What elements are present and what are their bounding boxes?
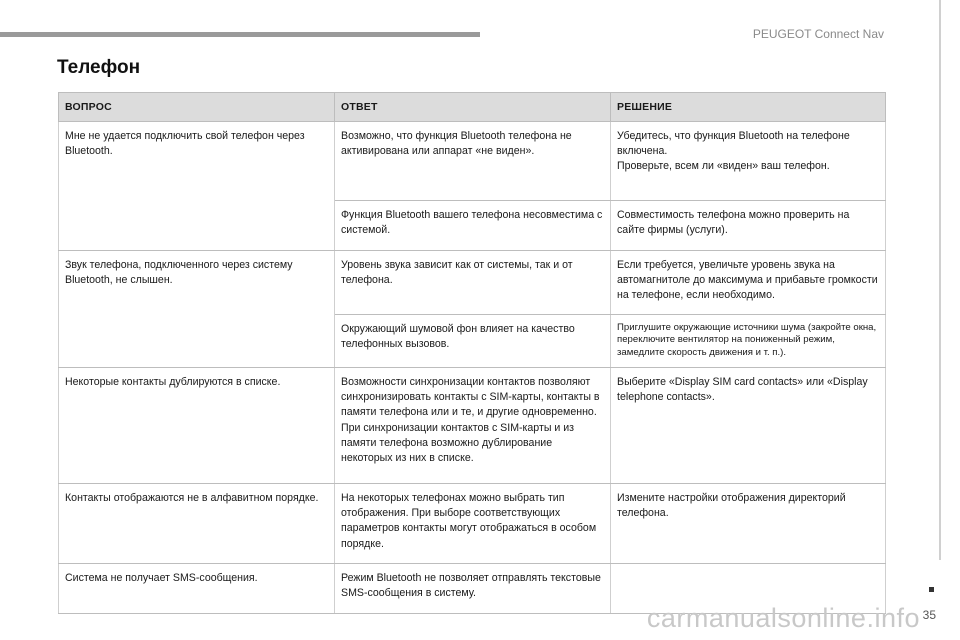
question-cell: Система не получает SMS-сообщения. bbox=[59, 564, 335, 614]
table-row bbox=[59, 368, 886, 484]
table-row bbox=[59, 122, 886, 201]
page-number: 35 bbox=[922, 608, 936, 622]
solution-cell: Выберите «Display SIM card contacts» или «Display telephone contacts». bbox=[611, 368, 886, 484]
solution-cell: Измените настройки отображения директорий телефона. bbox=[611, 484, 886, 564]
answer-cell: На некоторых телефонах можно выбрать тип отображения. При выборе соответствующих параметров контакты могут отображаться в особом порядке. bbox=[335, 484, 611, 564]
answer-cell: Режим Bluetooth не позволяет отправлять текстовые SMS-сообщения в систему. bbox=[335, 564, 611, 614]
question-cell: Мне не удается подключить свой телефон через Bluetooth. bbox=[59, 122, 335, 251]
question-cell: Некоторые контакты дублируются в списке. bbox=[59, 368, 335, 484]
question-cell: Контакты отображаются не в алфавитном порядке. bbox=[59, 484, 335, 564]
answer-cell: Уровень звука зависит как от системы, так и от телефона. bbox=[335, 251, 611, 315]
section-bullet-icon bbox=[929, 587, 934, 592]
table-row bbox=[59, 484, 886, 564]
table-header-row bbox=[59, 93, 886, 122]
answer-cell: Возможности синхронизации контактов позволяют синхронизировать контакты с SIM-карты, контакты в памяти телефона или и те, и другие одновременно. При синхронизации контактов с SIM-карты и из памяти телефона возможно дублирование некоторых из них в списке. bbox=[335, 368, 611, 484]
solution-cell: Совместимость телефона можно проверить на сайте фирмы (услуги). bbox=[611, 201, 886, 251]
answer-cell: Окружающий шумовой фон влияет на качество телефонных вызовов. bbox=[335, 315, 611, 368]
answer-cell: Возможно, что функция Bluetooth телефона не активирована или аппарат «не виден». bbox=[335, 122, 611, 201]
question-cell: Звук телефона, подключенного через систему Bluetooth, не слышен. bbox=[59, 251, 335, 368]
page-title: Телефон bbox=[57, 57, 141, 78]
solution-cell: Если требуется, увеличьте уровень звука на автомагнитоле до максимума и прибавьте громкости на телефоне, если необходимо. bbox=[611, 251, 886, 315]
solution-line: Убедитесь, что функция Bluetooth на телефоне включена. Проверьте, всем ли «виден» ваш телефон. bbox=[617, 130, 850, 173]
side-rule bbox=[939, 0, 941, 560]
faq-table bbox=[58, 92, 886, 614]
header-rule bbox=[0, 32, 480, 37]
solution-cell bbox=[611, 122, 886, 201]
brand-label: PEUGEOT Connect Nav bbox=[752, 27, 884, 41]
column-header-answer: ОТВЕТ bbox=[335, 93, 611, 122]
column-header-question: ВОПРОС bbox=[59, 93, 335, 122]
answer-cell: Функция Bluetooth вашего телефона несовместима с системой. bbox=[335, 201, 611, 251]
table-row bbox=[59, 251, 886, 315]
solution-cell: Приглушите окружающие источники шума (закройте окна, переключите вентилятор на пониженный режим, замедлите скорость движения и т. п.). bbox=[611, 315, 886, 368]
column-header-solution: РЕШЕНИЕ bbox=[611, 93, 886, 122]
watermark: carmanualsonline.info bbox=[646, 603, 920, 633]
